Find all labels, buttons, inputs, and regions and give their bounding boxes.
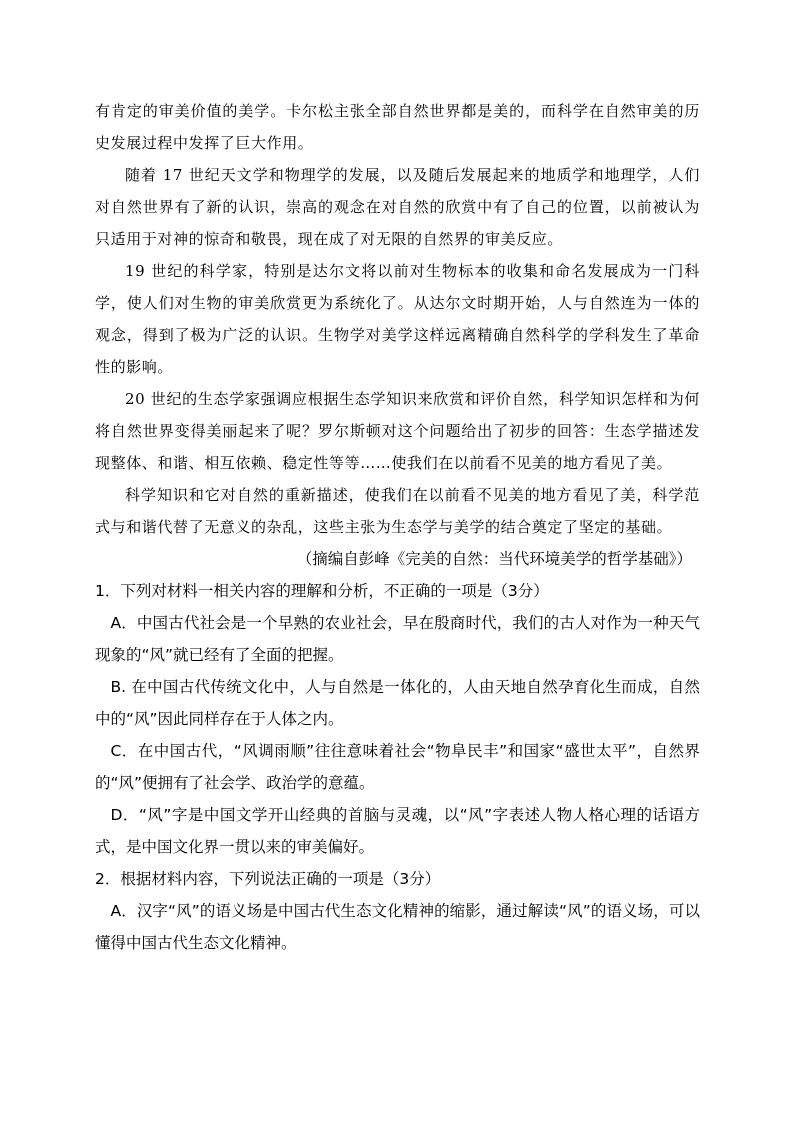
question-1-stem: 1．下列对材料一相关内容的理解和分析，不正确的一项是（3分） [95,582,549,600]
question-2-stem: 2．根据材料内容，下列说法正确的一项是（3分） [95,870,441,888]
passage-paragraph-1: 有肯定的审美价值的美学。卡尔松主张全部自然世界都是美的，而科学在自然审美的历史发展过程中发挥了巨大作用。 [95,102,700,152]
question-1-option-b: B. 在中国古代传统文化中，人与自然是一体化的，人由天地自然孕育化生而成，自然中的“风”因此同样存在于人体之内。 [95,678,700,728]
passage-paragraph-5: 科学知识和它对自然的重新描述，使我们在以前看不见美的地方看见了美，科学范式与和谐代替了无意义的杂乱，这些主张为生态学与美学的结合奠定了坚定的基础。 [95,486,700,536]
question-1-option-a: A．中国古代社会是一个早熟的农业社会，早在殷商时代，我们的古人对作为一种天气现象的“风”就已经有了全面的把握。 [95,614,700,664]
question-2 [95,863,700,959]
question-1-option-c: C．在中国古代，“风调雨顺”往往意味着社会“物阜民丰”和国家“盛世太平”，自然界的“风”便拥有了社会学、政治学的意蕴。 [95,742,700,792]
passage-paragraph-3: 19 世纪的科学家，特别是达尔文将以前对生物标本的收集和命名发展成为一门科学，使人们对生物的审美欣赏更为系统化了。从达尔文时期开始，人与自然连为一体的观念，得到了极为广泛的认识。生物学对美学这样远离精确自然科学的学科发生了革命性的影响。 [95,262,700,376]
question-1-option-d: D．“风”字是中国文学开山经典的首脑与灵魂，以“风”字表述人物人格心理的话语方式，是中国文化界一贯以来的审美偏好。 [95,806,700,856]
passage-source: （摘编自彭峰《完美的自然：当代环境美学的哲学基础》） [296,550,692,568]
question-2-option-a: A．汉字“风”的语义场是中国古代生态文化精神的缩影，通过解读“风”的语义场，可以懂得中国古代生态文化精神。 [95,902,700,952]
passage-paragraph-2: 随着 17 世纪天文学和物理学的发展，以及随后发展起来的地质学和地理学，人们对自然世界有了新的认识，崇高的观念在对自然的欣赏中有了自己的位置，以前被认为只适用于对神的惊奇和敬畏，现在成了对无限的自然界的审美反应。 [95,166,700,248]
passage-paragraph-4: 20 世纪的生态学家强调应根据生态学知识来欣赏和评价自然，科学知识怎样和为何将自然世界变得美丽起来了呢？罗尔斯顿对这个问题给出了初步的回答：生态学描述发现整体、和谐、相互依赖、稳定性等等……使我们在以前看不见美的地方看见了美。 [95,390,700,472]
exam-page [95,95,700,959]
question-1 [95,575,700,863]
reading-passage [95,95,700,575]
